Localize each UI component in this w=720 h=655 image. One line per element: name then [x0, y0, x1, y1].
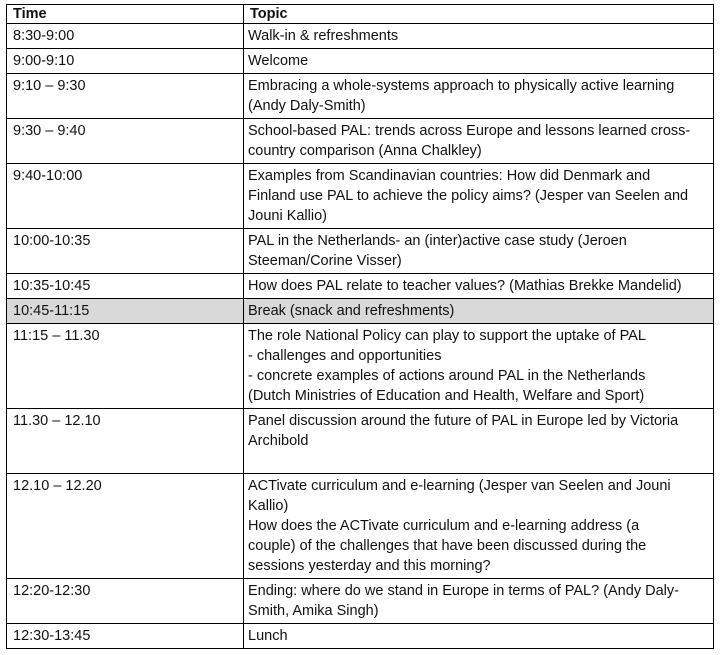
- table-row: [7, 579, 714, 624]
- topic-line: Finland use PAL to achieve the policy aims? (Jesper van Seelen and: [248, 188, 689, 204]
- header-time: Time: [7, 5, 244, 24]
- topic-line: [248, 451, 707, 471]
- table-row: [7, 624, 714, 649]
- topic-line: Archibold: [248, 433, 309, 449]
- topic-cell: [244, 229, 714, 274]
- time-cell: 9:30 – 9:40: [7, 119, 244, 164]
- header-topic: Topic: [244, 5, 714, 24]
- table-row: [7, 74, 714, 119]
- table-row: [7, 324, 714, 409]
- topic-line: How does PAL relate to teacher values? (Mathias Brekke Mandelid): [248, 278, 682, 294]
- time-cell: 10:45-11:15: [7, 299, 244, 324]
- topic-line: Embracing a whole-systems approach to physically active learning: [248, 78, 675, 94]
- topic-line: - concrete examples of actions around PAL in the Netherlands: [248, 368, 646, 384]
- topic-line: Walk-in & refreshments: [248, 28, 399, 44]
- topic-cell: [244, 324, 714, 409]
- topic-line: How does the ACTivate curriculum and e-learning address (a: [248, 518, 640, 534]
- time-cell: 12:30-13:45: [7, 624, 244, 649]
- topic-cell: [244, 74, 714, 119]
- topic-line: Break (snack and refreshments): [248, 303, 455, 319]
- topic-cell: [244, 119, 714, 164]
- topic-cell: [244, 164, 714, 229]
- time-cell: 10:00-10:35: [7, 229, 244, 274]
- table-row: [7, 24, 714, 49]
- topic-cell: [244, 624, 714, 649]
- topic-line: sessions yesterday and this morning?: [248, 558, 491, 574]
- topic-cell: [244, 49, 714, 74]
- topic-line: couple) of the challenges that have been discussed during the: [248, 538, 647, 554]
- schedule-table: [6, 4, 714, 649]
- topic-line: Examples from Scandinavian countries: How did Denmark and: [248, 168, 651, 184]
- topic-cell: [244, 274, 714, 299]
- topic-line: Kallio): [248, 498, 289, 514]
- table-row: [7, 299, 714, 324]
- table-row: [7, 229, 714, 274]
- topic-line: (Dutch Ministries of Education and Health, Welfare and Sport): [248, 388, 645, 404]
- table-row: [7, 164, 714, 229]
- topic-cell: [244, 474, 714, 579]
- table-row: [7, 119, 714, 164]
- topic-line: PAL in the Netherlands- an (inter)active case study (Jeroen: [248, 233, 627, 249]
- time-cell: 10:35-10:45: [7, 274, 244, 299]
- table-row: [7, 49, 714, 74]
- time-cell: 12:20-12:30: [7, 579, 244, 624]
- topic-line: Steeman/Corine Visser): [248, 253, 402, 269]
- topic-line: - challenges and opportunities: [248, 348, 442, 364]
- topic-cell: [244, 24, 714, 49]
- time-cell: 9:00-9:10: [7, 49, 244, 74]
- schedule-body: [7, 24, 714, 649]
- topic-line: Jouni Kallio): [248, 208, 327, 224]
- topic-line: Lunch: [248, 628, 288, 644]
- topic-line: Panel discussion around the future of PAL in Europe led by Victoria: [248, 413, 679, 429]
- topic-line: Smith, Amika Singh): [248, 603, 379, 619]
- topic-line: (Andy Daly-Smith): [248, 98, 366, 114]
- header-row: [7, 5, 714, 24]
- topic-line: ACTivate curriculum and e-learning (Jesper van Seelen and Jouni: [248, 478, 671, 494]
- topic-line: School-based PAL: trends across Europe and lessons learned cross-: [248, 123, 691, 139]
- topic-cell: [244, 409, 714, 474]
- topic-line: country comparison (Anna Chalkley): [248, 143, 482, 159]
- topic-line: Welcome: [248, 53, 309, 69]
- topic-line: Ending: where do we stand in Europe in terms of PAL? (Andy Daly-: [248, 583, 679, 599]
- time-cell: 12.10 – 12.20: [7, 474, 244, 579]
- time-cell: 9:40-10:00: [7, 164, 244, 229]
- time-cell: 8:30-9:00: [7, 24, 244, 49]
- time-cell: 11.30 – 12.10: [7, 409, 244, 474]
- topic-line: The role National Policy can play to support the uptake of PAL: [248, 328, 646, 344]
- table-row: [7, 274, 714, 299]
- table-row: [7, 474, 714, 579]
- time-cell: 9:10 – 9:30: [7, 74, 244, 119]
- topic-cell: [244, 579, 714, 624]
- time-cell: 11:15 – 11.30: [7, 324, 244, 409]
- topic-cell: [244, 299, 714, 324]
- schedule-container: [6, 4, 714, 649]
- table-row: [7, 409, 714, 474]
